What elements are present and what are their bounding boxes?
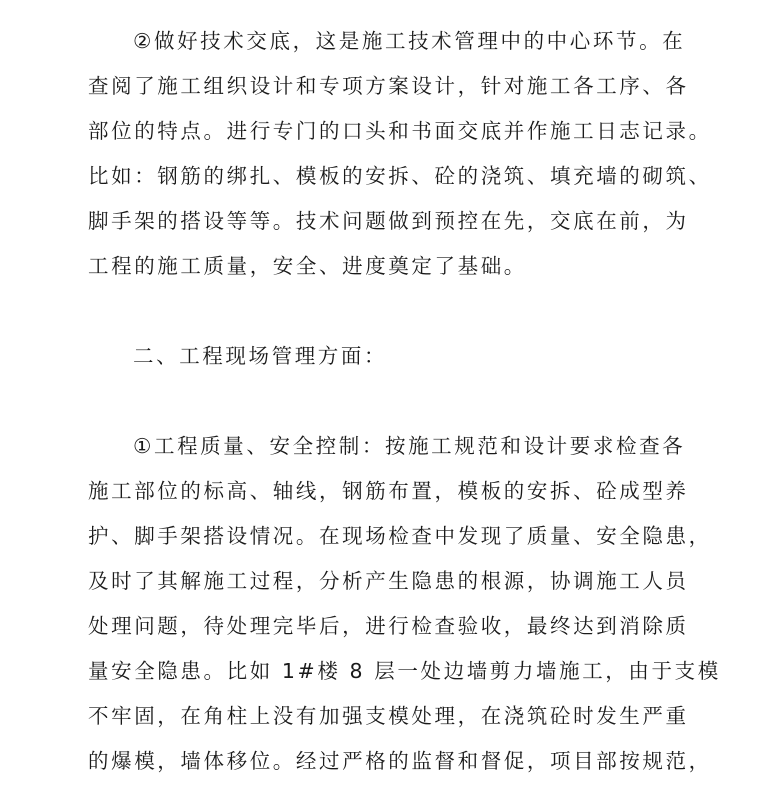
paragraph-2-line-2: 施工部位的标高、轴线，钢筋布置，模板的安拆、砼成型养 (88, 479, 689, 503)
paragraph-2-line-6: 量安全隐患。比如 1#楼 8 层一处边墙剪力墙施工，由于支模 (88, 659, 721, 683)
paragraph-2-line-4: 及时了其解施工过程，分析产生隐患的根源，协调施工人员 (88, 569, 689, 593)
paragraph-1-line-3: 部位的特点。进行专门的口头和书面交底并作施工日志记录。 (88, 119, 712, 143)
paragraph-2-line-3: 护、脚手架搭设情况。在现场检查中发现了质量、安全隐患， (88, 524, 712, 548)
paragraph-2-line-1: ①工程质量、安全控制：按施工规范和设计要求检查各 (133, 434, 686, 458)
paragraph-1-line-4: 比如：钢筋的绑扎、模板的安拆、砼的浇筑、填充墙的砌筑、 (88, 164, 712, 188)
paragraph-1-line-2: 查阅了施工组织设计和专项方案设计，针对施工各工序、各 (88, 74, 689, 98)
paragraph-1-line-1: ②做好技术交底，这是施工技术管理中的中心环节。在 (133, 29, 686, 53)
section-heading: 二、工程现场管理方面： (133, 344, 388, 368)
paragraph-2-line-8: 的爆模，墙体移位。经过严格的监督和督促，项目部按规范， (88, 749, 712, 773)
paragraph-2-line-7: 不牢固，在角柱上没有加强支模处理，在浇筑砼时发生严重 (88, 704, 689, 728)
paragraph-1-line-6: 工程的施工质量，安全、进度奠定了基础。 (88, 254, 527, 278)
paragraph-2-line-5: 处理问题，待处理完毕后，进行检查验收，最终达到消除质 (88, 614, 689, 638)
paragraph-1-line-5: 脚手架的搭设等等。技术问题做到预控在先，交底在前，为 (88, 209, 689, 233)
